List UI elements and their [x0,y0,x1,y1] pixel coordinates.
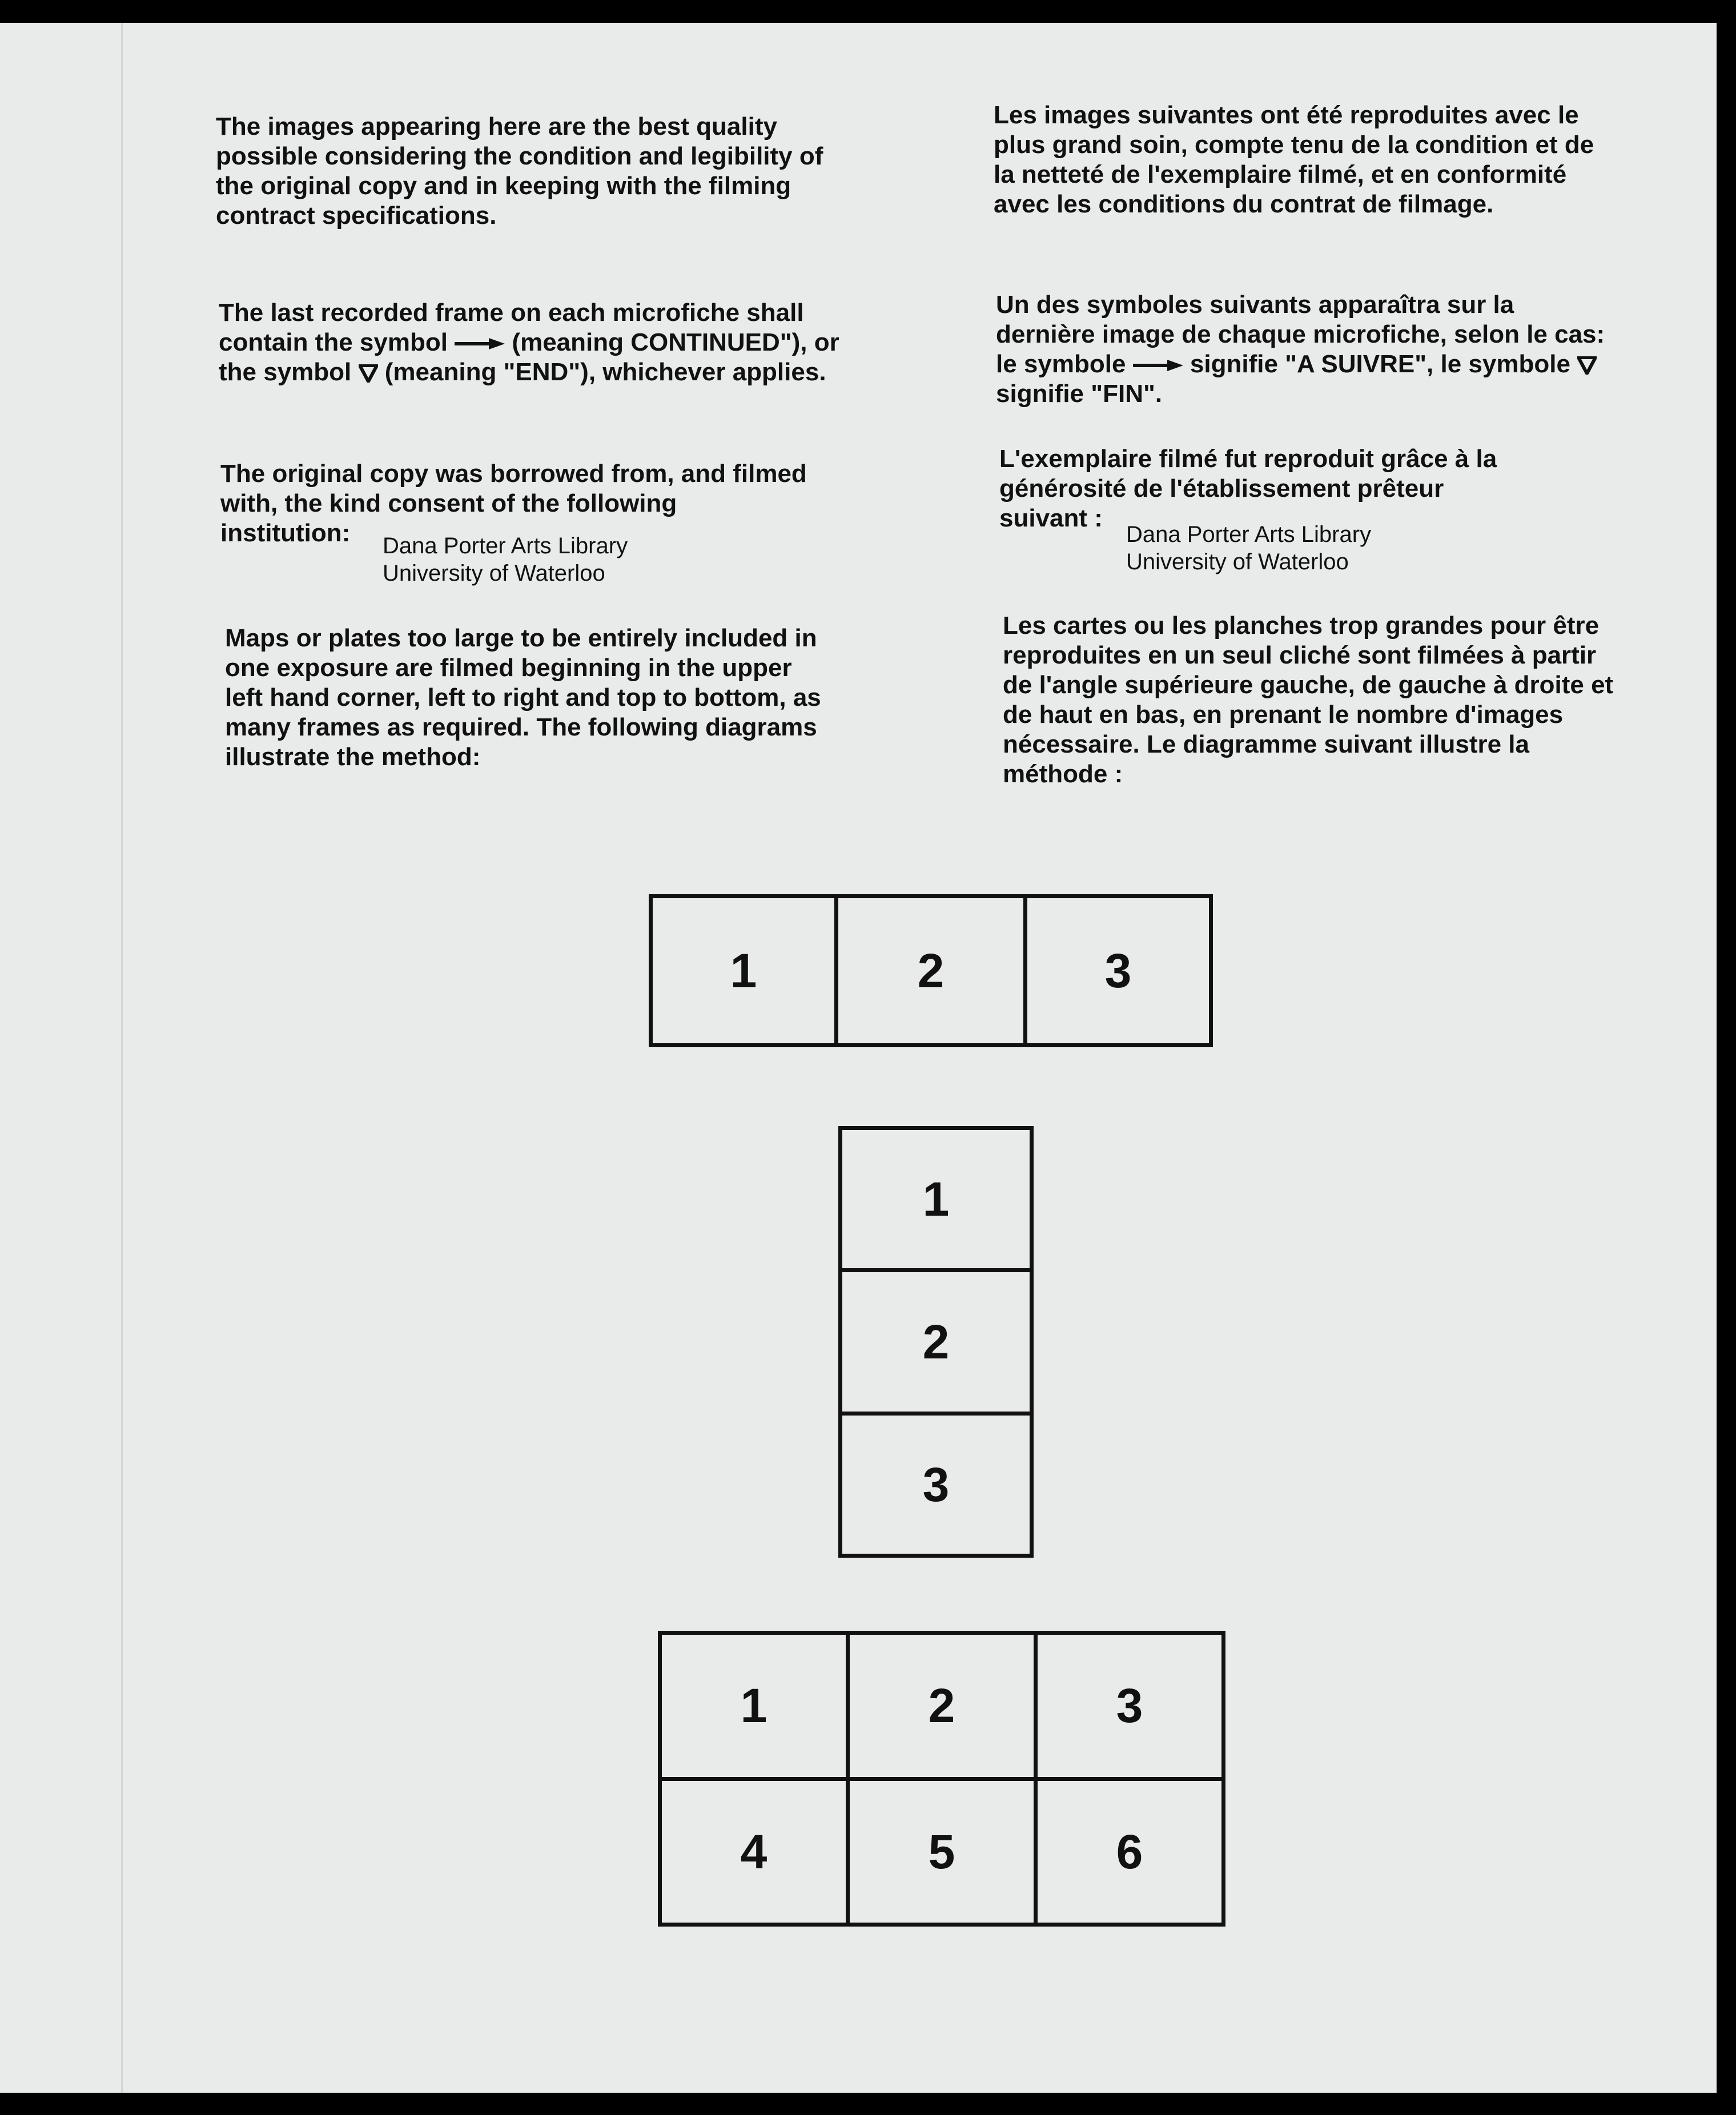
grid-diagram [658,1631,1225,1927]
right-symbols [996,290,1613,409]
left-sym-text-1: The last recorded frame on each microfiche shall contain the symbol [219,299,804,356]
frame-cell: 1 [649,894,838,1047]
left-sym-text-3: or the symbol [219,328,839,386]
right-institution-name: Dana Porter Arts Library [1126,522,1372,547]
end-triangle-icon [359,364,378,383]
right-maps [1003,611,1620,789]
fin-triangle-icon [1577,356,1597,375]
frame-cell: 6 [1034,1777,1225,1927]
left-institution-name: Dana Porter Arts Library [383,533,628,558]
frame-cell: 1 [838,1126,1034,1272]
left-borrow-text: The original copy was borrowed from, and filmed with, the kind consent of the following [220,460,807,517]
page-fold-line [121,23,123,2093]
frame-cell: 1 [658,1631,850,1781]
right-sym-text-3: signifie "FIN". [996,380,1163,408]
frame-cell: 2 [838,1268,1034,1416]
continued-arrow-icon [455,337,505,350]
right-sym-text-2: signifie "A SUIVRE", le symbole [1190,350,1570,378]
frame-cell: 2 [846,1631,1038,1781]
left-institution-university: University of Waterloo [383,561,605,586]
right-institution-university: University of Waterloo [1126,549,1349,574]
left-symbols [219,298,847,387]
right-intro [994,100,1610,219]
left-sym-text-4: (meaning "END"), whichever applies. [384,358,826,386]
right-maps-text: Les cartes ou les planches trop grandes pour être reproduites en un seul cliché sont filmées à partir de l'angle supérieure gauche, de gauche à droite et de haut en bas, en prenant le nombre d'images nécessaire. Le diagramme suivant illustre la méthode : [1003,612,1614,788]
horizontal-diagram [649,894,1213,1047]
top-border [0,0,1717,9]
vertical-diagram [838,1126,1034,1558]
frame-cell: 3 [1023,894,1213,1047]
left-institution [383,532,725,587]
left-intro [216,112,827,231]
left-maps [225,624,830,772]
left-intro-text: The images appearing here are the best quality possible considering the condition and legibility of the original copy and in keeping with the filming contract specifications. [216,112,823,230]
right-borrow-label: suivant : [999,504,1103,532]
frame-cell: 2 [834,894,1027,1047]
frame-cell: 3 [838,1412,1034,1558]
suivre-arrow-icon [1133,359,1183,372]
left-maps-text: Maps or plates too large to be entirely included in one exposure are filmed beginning in the upper left hand corner, left to right and top to bottom, as many frames as required. The following diagrams illustrate the method: [225,624,821,771]
frame-cell: 3 [1034,1631,1225,1781]
left-borrow-label: institution: [220,519,351,547]
frame-cell: 4 [658,1777,850,1927]
right-institution [1126,521,1469,576]
bottom-border [0,2093,1717,2115]
right-sym-text-1: Un des symboles suivants apparaîtra sur la dernière image de chaque microfiche, selon le cas: le symbole [996,291,1605,378]
right-intro-text: Les images suivantes ont été reproduites avec le plus grand soin, compte tenu de la condition et de la netteté de l'exemplaire filmé, et en conformité avec les conditions du contrat de filmage. [994,101,1594,218]
frame-cell: 5 [846,1777,1038,1927]
left-sym-text-2: (meaning CONTINUED"), [512,328,807,356]
right-borrow-text: L'exemplaire filmé fut reproduit grâce à la générosité de l'établissement prêteur [999,445,1497,502]
right-borrow [999,444,1576,533]
